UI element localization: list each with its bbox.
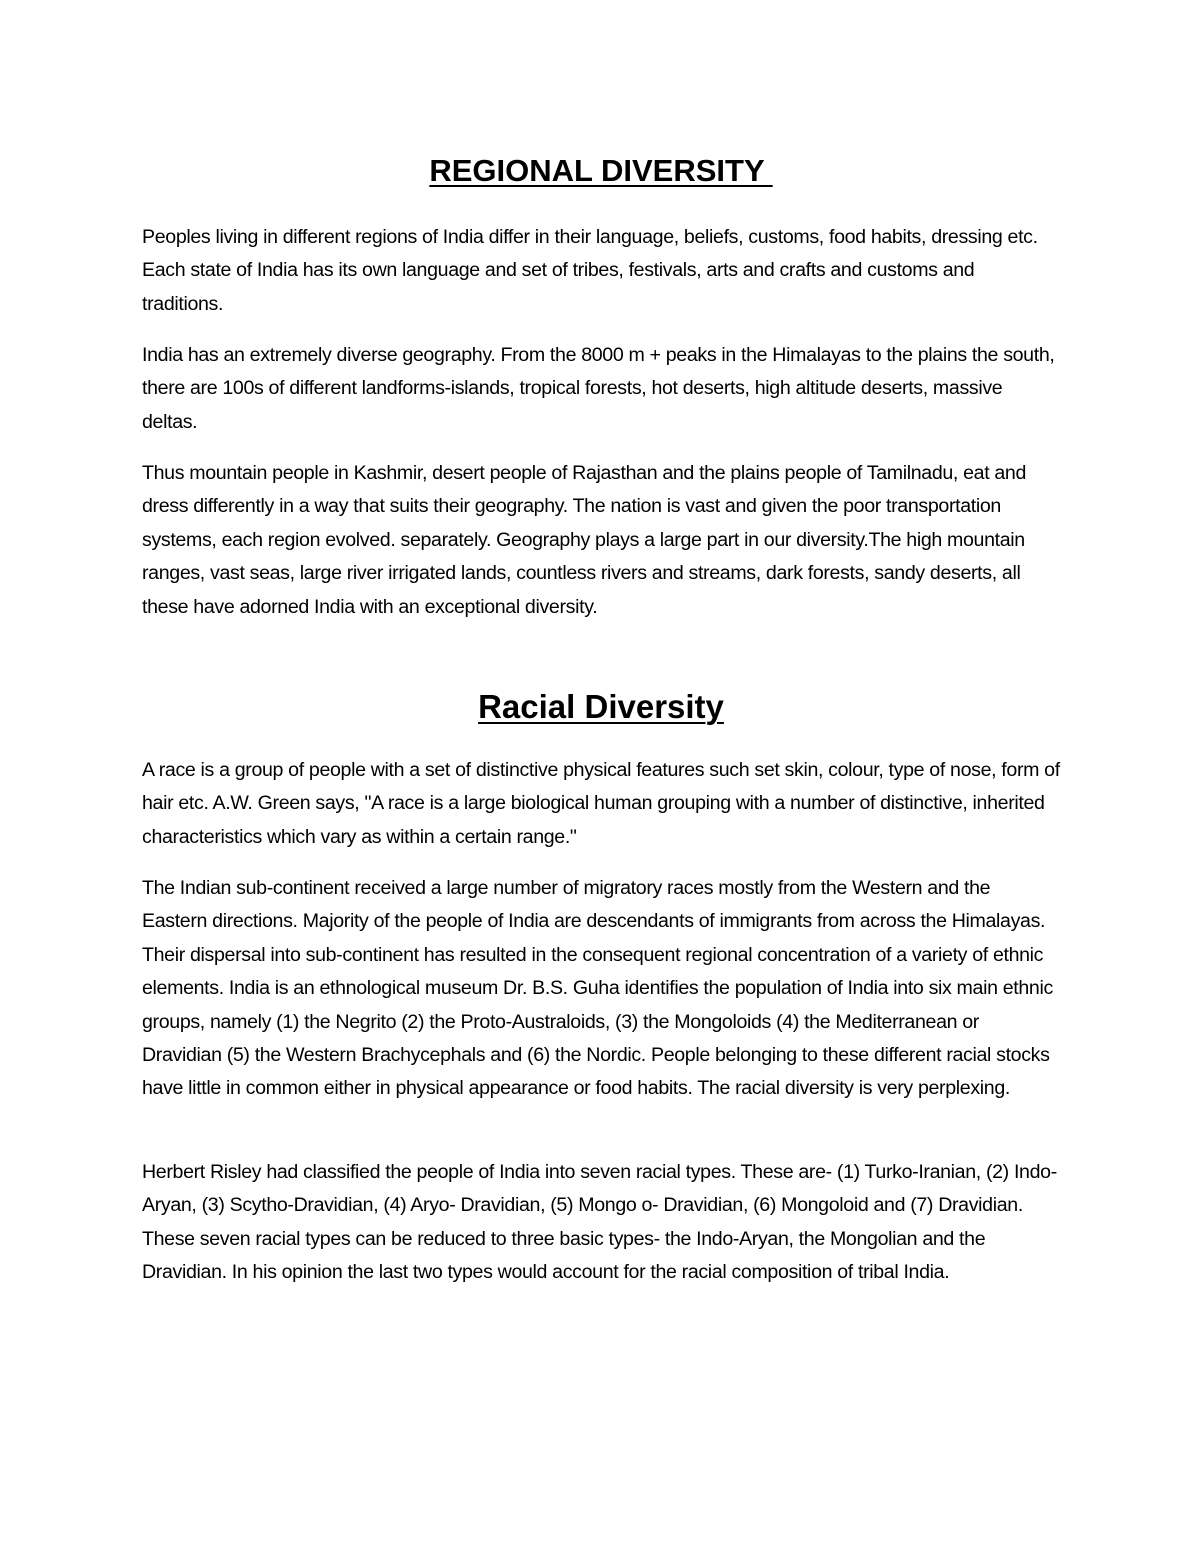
regional-diversity-heading: REGIONAL DIVERSITY [429,153,773,188]
regional-diversity-paragraph-2: India has an extremely diverse geography. From the 8000 m + peaks in the Himalayas to the plains the south, there are 100s of different landforms-islands, tropical forests, hot deserts, high altitude deserts, massive deltas. [142,344,1055,433]
racial-diversity-paragraph-3: Herbert Risley had classified the people of India into seven racial types. These are- (1) Turko-Iranian, (2) Indo-Aryan, (3) Scytho-Dravidian, (4) Aryo- Dravidian, (5) Mongo o- Dravidian, (6) Mongoloid and (7) Dravidian. These seven racial types can be reduced to three basic types- the Indo-Aryan, the Mongolian and the Dravidian. In his opinion the last two types would account for the racial composition of tribal India. [142,1161,1057,1284]
regional-diversity-paragraph-1: Peoples living in different regions of India differ in their language, beliefs, customs, food habits, dressing etc. Each state of India has its own language and set of tribes, festivals, arts and crafts and customs and traditions. [142,226,1038,315]
racial-diversity-paragraph-2: The Indian sub-continent received a large number of migratory races mostly from the Western and the Eastern directions. Majority of the people of India are descendants of immigrants from across the Himalayas. Their dispersal into sub-continent has resulted in the consequent regional concentration of a variety of ethnic elements. India is an ethnological museum Dr. B.S. Guha identifies the population of India into six main ethnic groups, namely (1) the Negrito (2) the Proto-Australoids, (3) the Mongoloids (4) the Mediterranean or Dravidian (5) the Western Brachycephals and (6) the Nordic. People belonging to these different racial stocks have little in common either in physical appearance or food habits. The racial diversity is very perplexing. [142,877,1053,1100]
regional-diversity-paragraph-3: Thus mountain people in Kashmir, desert people of Rajasthan and the plains people of Tamilnadu, eat and dress differently in a way that suits their geography. The nation is vast and given the poor transportation systems, each region evolved. separately. Geography plays a large part in our diversity.The high mountain ranges, vast seas, large river irrigated lands, countless rivers and streams, dark forests, sandy deserts, all these have adorned India with an exceptional diversity. [142,462,1027,618]
racial-diversity-paragraph-1: A race is a group of people with a set of distinctive physical features such set skin, colour, type of nose, form of hair etc. A.W. Green says, "A race is a large biological human grouping with a number of distinctive, inherited characteristics which vary as within a certain range." [142,759,1060,848]
racial-diversity-heading: Racial Diversity [478,688,724,725]
